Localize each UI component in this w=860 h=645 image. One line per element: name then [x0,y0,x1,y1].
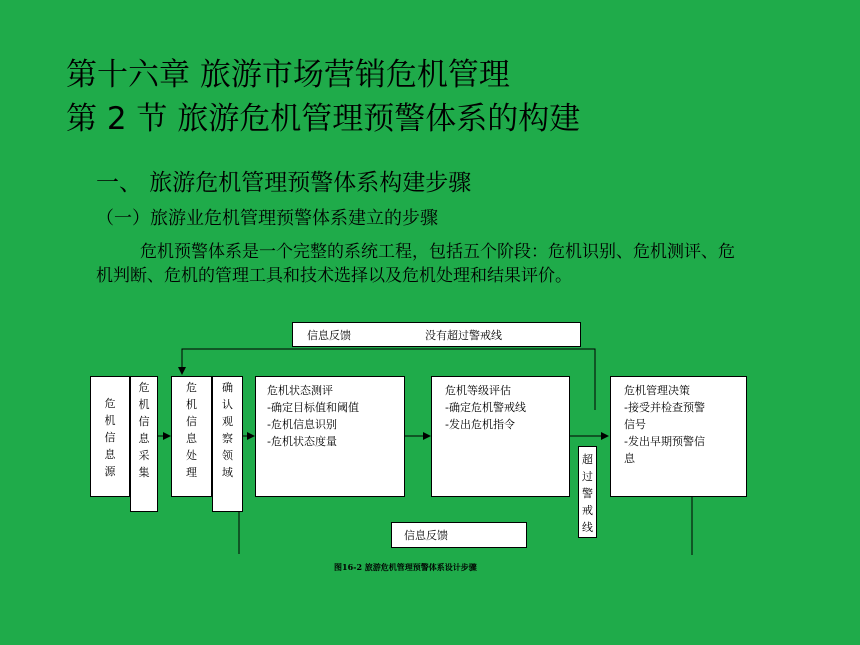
confirm-observation-box [212,376,243,512]
bottom-feedback-box [391,522,527,548]
crisis-decision-label: 危机管理决策 -接受并检查预警 信号 -发出早期预警信 息 [624,384,705,465]
figure-caption: 图16-2 旅游危机管理预警体系设计步骤 [334,562,477,572]
section-title: 第 2 节 旅游危机管理预警体系的构建 [66,101,581,137]
confirm-observation-label: 确 认 观 察 领 域 [222,381,233,479]
top-feedback-box [292,322,581,347]
no-over-warning-label: 没有超过警戒线 [425,329,502,342]
crisis-level-label: 危机等级评估 -确定危机警戒线 -发出危机指令 [445,384,526,431]
crisis-info-source-label: 危 机 信 息 源 [104,397,116,478]
crisis-info-collect-box [130,376,158,512]
crisis-state-box [255,376,405,497]
top-feedback-label: 信息反馈 [307,329,351,342]
over-warning-label: 超 过 警 戒 线 [582,453,593,534]
heading-level2: （一）旅游业危机管理预警体系建立的步骤 [96,208,438,229]
heading-level1: 一、 旅游危机管理预警体系构建步骤 [96,170,472,196]
bottom-feedback-label: 信息反馈 [404,529,448,542]
crisis-info-collect-label: 危 机 信 息 采 集 [138,381,150,479]
crisis-info-process-label: 危 机 信 息 处 理 [186,381,197,479]
crisis-info-source-box [90,376,130,497]
crisis-state-label: 危机状态测评 -确定目标值和阈值 -危机信息识别 -危机状态度量 [267,384,359,448]
crisis-decision-box [610,376,747,497]
crisis-info-process-box [171,376,212,497]
chapter-title: 第十六章 旅游市场营销危机管理 [66,57,510,93]
body-paragraph: 危机预警体系是一个完整的系统工程，包括五个阶段：危机识别、危机测评、危机判断、危机的管理工具和技术选择以及危机处理和结果评价。 [96,242,735,286]
crisis-level-box [431,376,570,497]
over-warning-box [578,446,597,538]
